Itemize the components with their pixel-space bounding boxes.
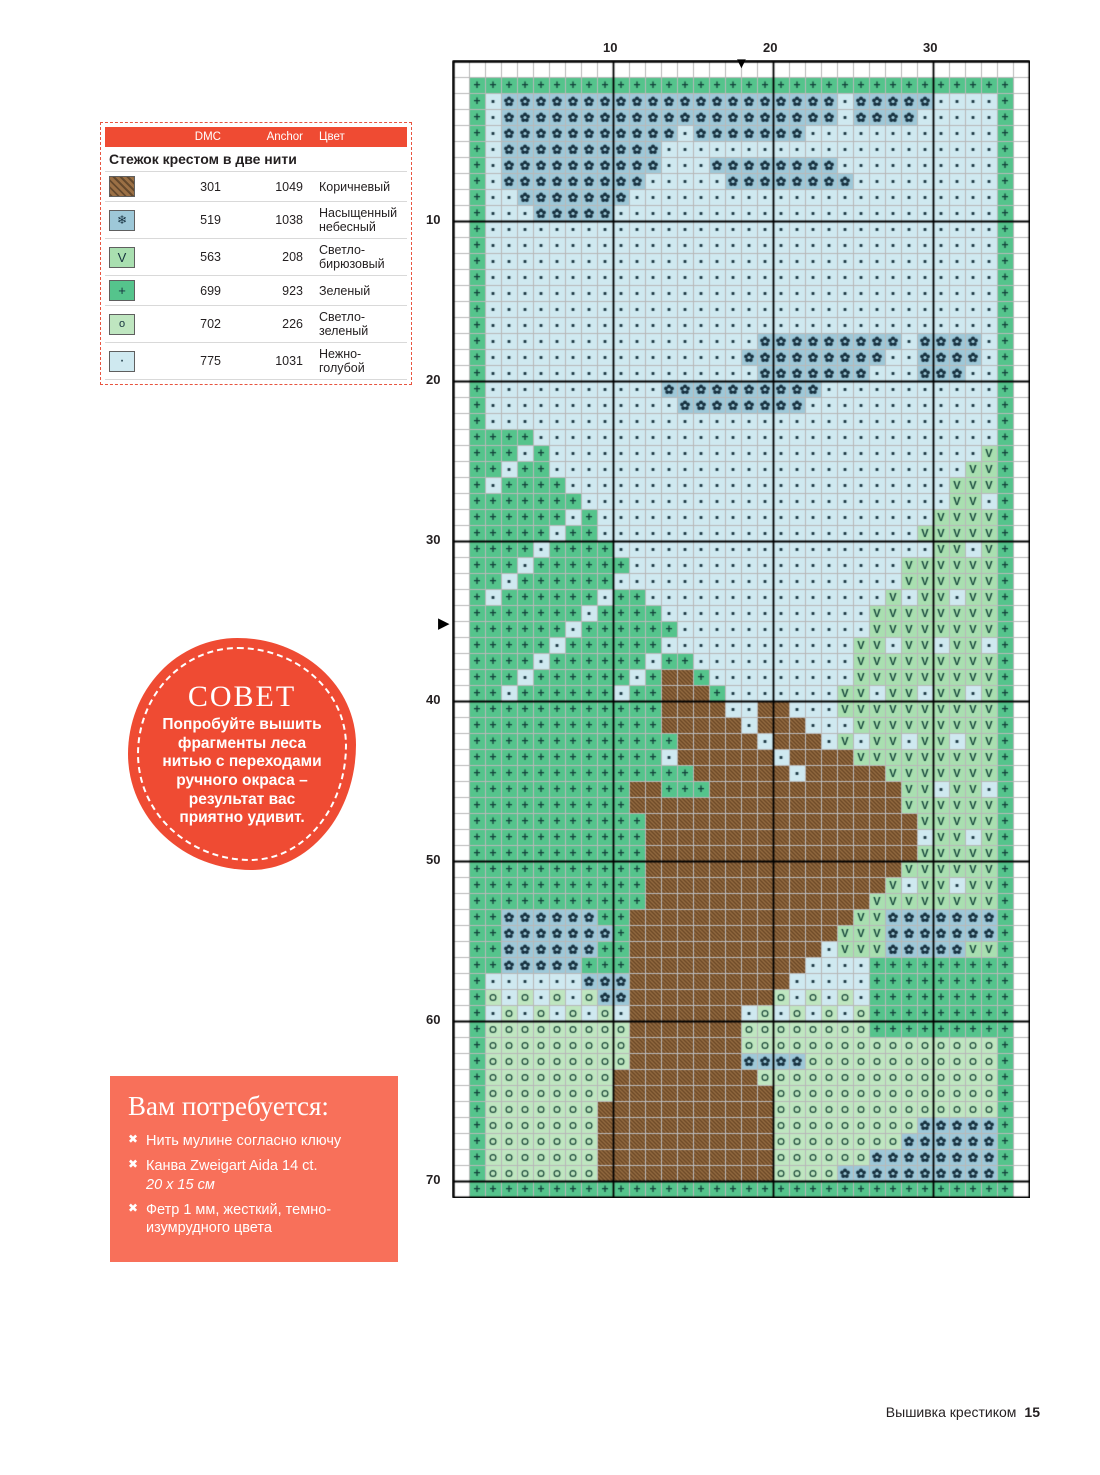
table-row: [105, 276, 407, 306]
legend-swatch-cell: [105, 343, 155, 380]
swatch-699-icon: [109, 280, 135, 301]
chart-column-label: 30: [923, 40, 938, 55]
tip-title: СОВЕТ: [187, 680, 297, 714]
legend-dmc: 702: [155, 306, 233, 343]
cross-stitch-chart: [426, 40, 1030, 1198]
legend-color-name: Нежно-голубой: [315, 343, 407, 380]
legend-section-title-row: [105, 147, 407, 172]
legend-color-name: Зеленый: [315, 276, 407, 306]
table-row: [105, 202, 407, 239]
legend-dmc: 563: [155, 239, 233, 276]
tip-body: Попробуйте вышить фрагменты леса нитью с переходами ручного окраса – результат вас приятно удивит.: [162, 716, 322, 827]
legend-header-dmc: DMC: [155, 127, 233, 147]
swatch-702-icon: [109, 314, 135, 335]
chart-grid: [452, 60, 1030, 1198]
legend-color-name: Коричневый: [315, 172, 407, 202]
v-glyph-icon: V: [117, 249, 127, 265]
footer: [886, 1404, 1040, 1420]
legend-section-title: Стежок крестом в две нити: [105, 147, 407, 172]
chart-row-label: 40: [426, 692, 441, 707]
materials-list: [128, 1132, 380, 1237]
chart-row-label: 60: [426, 1012, 441, 1027]
legend-header-anchor: Anchor: [233, 127, 315, 147]
legend-anchor: 923: [233, 276, 315, 306]
table-row: [105, 239, 407, 276]
legend-header-symbol: [105, 127, 155, 147]
swatch-775-icon: [109, 351, 135, 372]
chart-column-label: 10: [603, 40, 618, 55]
tip-badge: [128, 638, 356, 870]
tip-badge-content: [137, 647, 347, 861]
chart-row-label: 20: [426, 372, 441, 387]
list-item: [128, 1157, 380, 1193]
legend-color-name: Насыщенный небесный: [315, 202, 407, 239]
flower-icon: ❄: [116, 213, 128, 227]
legend-swatch-cell: [105, 306, 155, 343]
swatch-519-icon: [109, 210, 135, 231]
chart-row-label: 10: [426, 212, 441, 227]
plus-glyph-icon: +: [118, 283, 126, 298]
materials-box: [110, 1076, 398, 1262]
center-marker-left-icon: ▶: [438, 615, 450, 632]
legend-anchor: 1031: [233, 343, 315, 380]
legend-header-row: [105, 127, 407, 147]
legend-anchor: 1038: [233, 202, 315, 239]
legend-swatch-cell: [105, 172, 155, 202]
list-item-label: Нить мулине согласно ключу: [146, 1133, 342, 1150]
table-row: [105, 306, 407, 343]
chart-row-label: 50: [426, 852, 441, 867]
legend-anchor: 226: [233, 306, 315, 343]
legend-anchor: 1049: [233, 172, 315, 202]
list-item: [128, 1201, 380, 1237]
legend-swatch-cell: [105, 276, 155, 306]
swatch-301-icon: [109, 176, 135, 197]
table-row: [105, 172, 407, 202]
materials-title: Вам потребуется:: [128, 1091, 329, 1121]
center-marker-top-icon: ▼: [734, 55, 749, 72]
swatch-563-icon: [109, 247, 135, 268]
footer-label: Вышивка крестиком: [885, 1404, 1017, 1420]
legend-swatch-cell: [105, 239, 155, 276]
bullet-x-icon: ✖: [128, 1157, 139, 1172]
chart-row-label: 70: [426, 1172, 441, 1187]
bullet-x-icon: ✖: [128, 1132, 139, 1147]
legend-table: [105, 127, 407, 380]
legend-dmc: 301: [155, 172, 233, 202]
bullet-x-icon: ✖: [128, 1200, 139, 1215]
chart-row-label: 30: [426, 532, 441, 547]
list-item-label: Канва Zweigart Aida 14 ct.: [146, 1158, 318, 1175]
legend-color-name: Светло-бирюзовый: [315, 239, 407, 276]
list-item-label: Фетр 1 мм, жесткий, темно-изумрудного цвета: [146, 1201, 332, 1236]
color-key-table: [100, 122, 412, 385]
legend-dmc: 699: [155, 276, 233, 306]
dot-glyph-icon: ·: [119, 352, 125, 369]
list-item-subtext: 20 x 15 см: [146, 1176, 215, 1193]
chart-canvas: [452, 60, 1030, 1198]
chart-column-label: 20: [763, 40, 778, 55]
legend-dmc: 519: [155, 202, 233, 239]
legend-swatch-cell: [105, 202, 155, 239]
legend-color-name: Светло-зеленый: [315, 306, 407, 343]
o-glyph-icon: o: [118, 317, 126, 330]
legend-anchor: 208: [233, 239, 315, 276]
list-item: [128, 1132, 380, 1150]
table-row: [105, 343, 407, 380]
legend-header-color: Цвет: [315, 127, 407, 147]
page-number: 15: [1024, 1404, 1040, 1420]
legend-dmc: 775: [155, 343, 233, 380]
